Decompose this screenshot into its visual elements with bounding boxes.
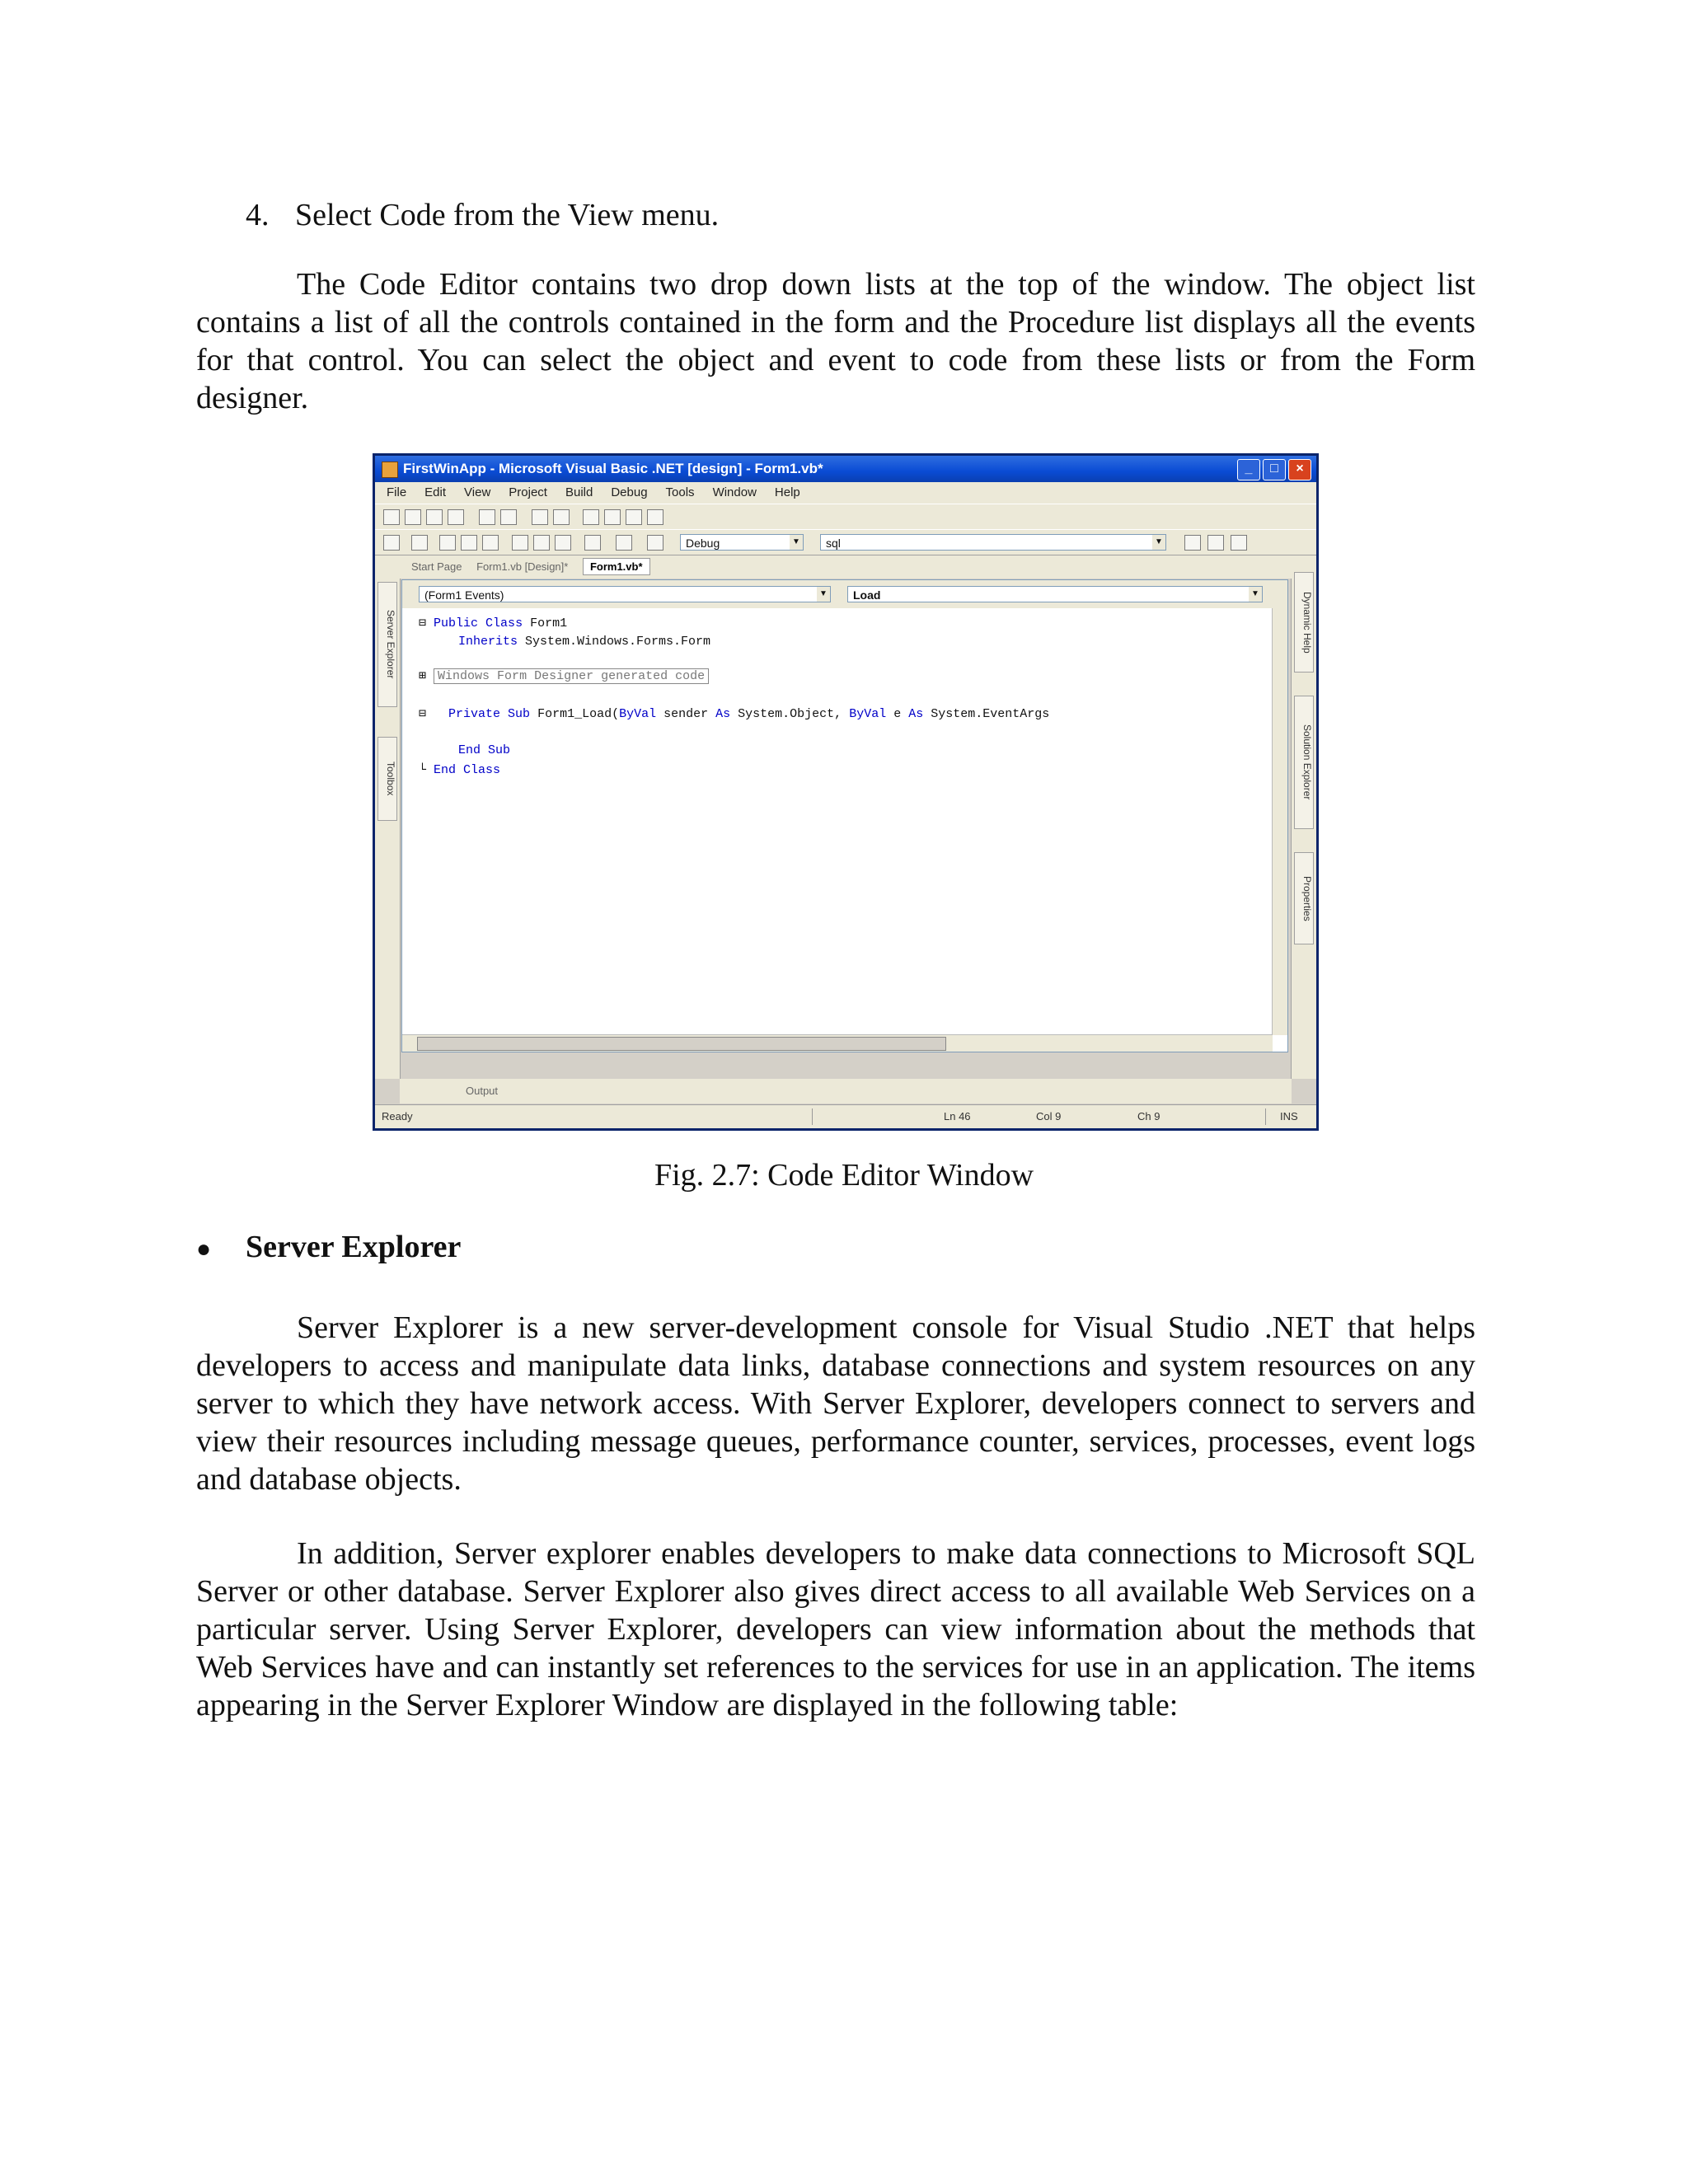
scroll-thumb[interactable]: [417, 1037, 946, 1051]
bookmark-icon[interactable]: [604, 509, 621, 525]
code-line: ⊟ Private Sub Form1_Load(ByVal sender As System.Object, ByVal e As System.EventArgs: [419, 707, 1050, 721]
code-editor-screenshot: [373, 453, 1319, 1131]
code-line: ⊟ Public Class Form1: [419, 616, 568, 630]
right-dock-strip: [1291, 555, 1316, 1079]
bookmark-icon[interactable]: [647, 509, 663, 525]
bullet-item: [196, 1228, 461, 1268]
step-number: 4.: [246, 198, 270, 232]
tab-form-design[interactable]: Form1.vb [Design]*: [476, 560, 569, 573]
step-item: [246, 196, 719, 234]
solution-config-combo[interactable]: [680, 534, 804, 551]
toolbox-tab[interactable]: Toolbox: [377, 737, 397, 821]
menu-bar: [375, 482, 1316, 504]
code-area[interactable]: [402, 612, 1271, 1035]
paragraph-server-explorer: Server Explorer is a new server-development console for Visual Studio .NET that helps developers to access and manipulate data links, database connections and system resources on any server to which they have network access. With Server Explorer, developers connect to servers and view their resources including message queues, performance counter, services, processes, event logs and database objects.: [196, 1310, 1475, 1497]
output-bar: [400, 1079, 1292, 1104]
add-item-icon[interactable]: [411, 535, 428, 551]
menu-window[interactable]: Window: [712, 485, 757, 499]
toolbar-icon[interactable]: [553, 509, 570, 525]
paragraph-code-editor: The Code Editor contains two drop down lists at the top of the window. The object list contains a list of all the controls contained in the form and the Procedure list displays all the events for that control. You can select the object and event to code from these lists or from the Form designer.: [196, 267, 1475, 415]
horizontal-scrollbar[interactable]: [402, 1034, 1273, 1052]
code-line: End Sub: [458, 743, 511, 757]
vertical-scrollbar[interactable]: [1272, 608, 1287, 1035]
section-heading: Server Explorer: [246, 1230, 462, 1264]
tab-form-code[interactable]: Form1.vb*: [583, 558, 650, 575]
menu-tools[interactable]: Tools: [665, 485, 695, 499]
toolbar-icon[interactable]: [426, 509, 443, 525]
text-editor-toolbar: [375, 504, 1316, 530]
find-combo[interactable]: [820, 534, 1166, 551]
object-list[interactable]: [419, 586, 831, 602]
find-combo-value: sql: [826, 537, 841, 550]
status-ready: Ready: [382, 1110, 413, 1122]
toolbar-icon[interactable]: [448, 509, 464, 525]
procedure-list[interactable]: [847, 586, 1263, 602]
toolbox-icon[interactable]: [1231, 535, 1247, 551]
open-icon[interactable]: [439, 535, 456, 551]
paragraph-in-addition: In addition, Server explorer enables developers to make data connections to Microsoft SQL Server or other database. Server Explorer also gives direct access to all available Web Services on a particular server. Using Server Explorer, developers can view information about the methods that Web Services have and can instantly set references to the services for use in an application. The items appearing in the Server Explorer Window are displayed in the following table:: [196, 1536, 1475, 1722]
code-region[interactable]: ⊞ Windows Form Designer generated code: [419, 668, 709, 683]
toolbar-icon[interactable]: [532, 509, 548, 525]
procedure-list-value: Load: [853, 588, 881, 602]
navigate-icon[interactable]: [647, 535, 663, 551]
status-bar: [375, 1104, 1316, 1128]
code-line: Inherits System.Windows.Forms.Form: [458, 635, 711, 649]
chevron-down-icon[interactable]: ▼: [817, 587, 830, 602]
status-char: Ch 9: [1137, 1110, 1160, 1122]
solution-explorer-tab[interactable]: Solution Explorer: [1294, 696, 1314, 829]
undo-icon[interactable]: [584, 535, 601, 551]
server-explorer-tab[interactable]: Server Explorer: [377, 582, 397, 707]
menu-debug[interactable]: Debug: [611, 485, 648, 499]
save-all-icon[interactable]: [482, 535, 499, 551]
maximize-icon[interactable]: □: [1263, 459, 1286, 480]
new-project-icon[interactable]: [383, 535, 400, 551]
window-titlebar: [375, 456, 1316, 482]
figure-caption: Fig. 2.7: Code Editor Window: [654, 1158, 1034, 1193]
redo-icon[interactable]: [616, 535, 632, 551]
status-col: Col 9: [1036, 1110, 1062, 1122]
menu-help[interactable]: Help: [774, 485, 800, 499]
config-combo-value: Debug: [686, 537, 720, 550]
chevron-down-icon[interactable]: ▼: [790, 535, 803, 550]
output-tab[interactable]: Output: [466, 1085, 499, 1097]
menu-edit[interactable]: Edit: [424, 485, 447, 499]
copy-icon[interactable]: [533, 535, 550, 551]
menu-file[interactable]: File: [387, 485, 407, 499]
dynamic-help-tab[interactable]: Dynamic Help: [1294, 572, 1314, 673]
object-list-value: (Form1 Events): [424, 588, 504, 602]
save-icon[interactable]: [461, 535, 477, 551]
minimize-icon[interactable]: _: [1237, 459, 1260, 480]
tab-start-page[interactable]: Start Page: [411, 560, 462, 573]
code-line: └ End Class: [419, 763, 501, 777]
menu-build[interactable]: Build: [565, 485, 593, 499]
solution-explorer-icon[interactable]: [1184, 535, 1201, 551]
window-title: FirstWinApp - Microsoft Visual Basic .NET [design] - Form1.vb*: [403, 461, 823, 476]
toolbar-icon[interactable]: [479, 509, 495, 525]
standard-toolbar: [375, 529, 1316, 555]
editor-dropdowns: [402, 580, 1287, 608]
bullet-icon: ●: [196, 1235, 212, 1263]
step-text: Select Code from the View menu.: [295, 198, 720, 232]
left-dock-strip: [375, 555, 401, 1079]
code-editor[interactable]: [401, 579, 1288, 1052]
status-ins: INS: [1280, 1110, 1298, 1122]
menu-view[interactable]: View: [464, 485, 491, 499]
chevron-down-icon[interactable]: ▼: [1152, 535, 1165, 550]
app-icon: [382, 462, 398, 478]
toolbar-icon[interactable]: [383, 509, 400, 525]
toolbar-icon[interactable]: [500, 509, 517, 525]
status-line: Ln 46: [944, 1110, 971, 1122]
properties-icon[interactable]: [1207, 535, 1224, 551]
cut-icon[interactable]: [512, 535, 528, 551]
properties-tab[interactable]: Properties: [1294, 852, 1314, 944]
toolbar-icon[interactable]: [405, 509, 421, 525]
chevron-down-icon[interactable]: ▼: [1249, 587, 1262, 602]
paste-icon[interactable]: [555, 535, 571, 551]
menu-project[interactable]: Project: [509, 485, 547, 499]
bookmark-icon[interactable]: [626, 509, 642, 525]
bookmark-icon[interactable]: [583, 509, 599, 525]
document-tabs: [400, 555, 1292, 579]
close-icon[interactable]: ×: [1288, 459, 1311, 480]
